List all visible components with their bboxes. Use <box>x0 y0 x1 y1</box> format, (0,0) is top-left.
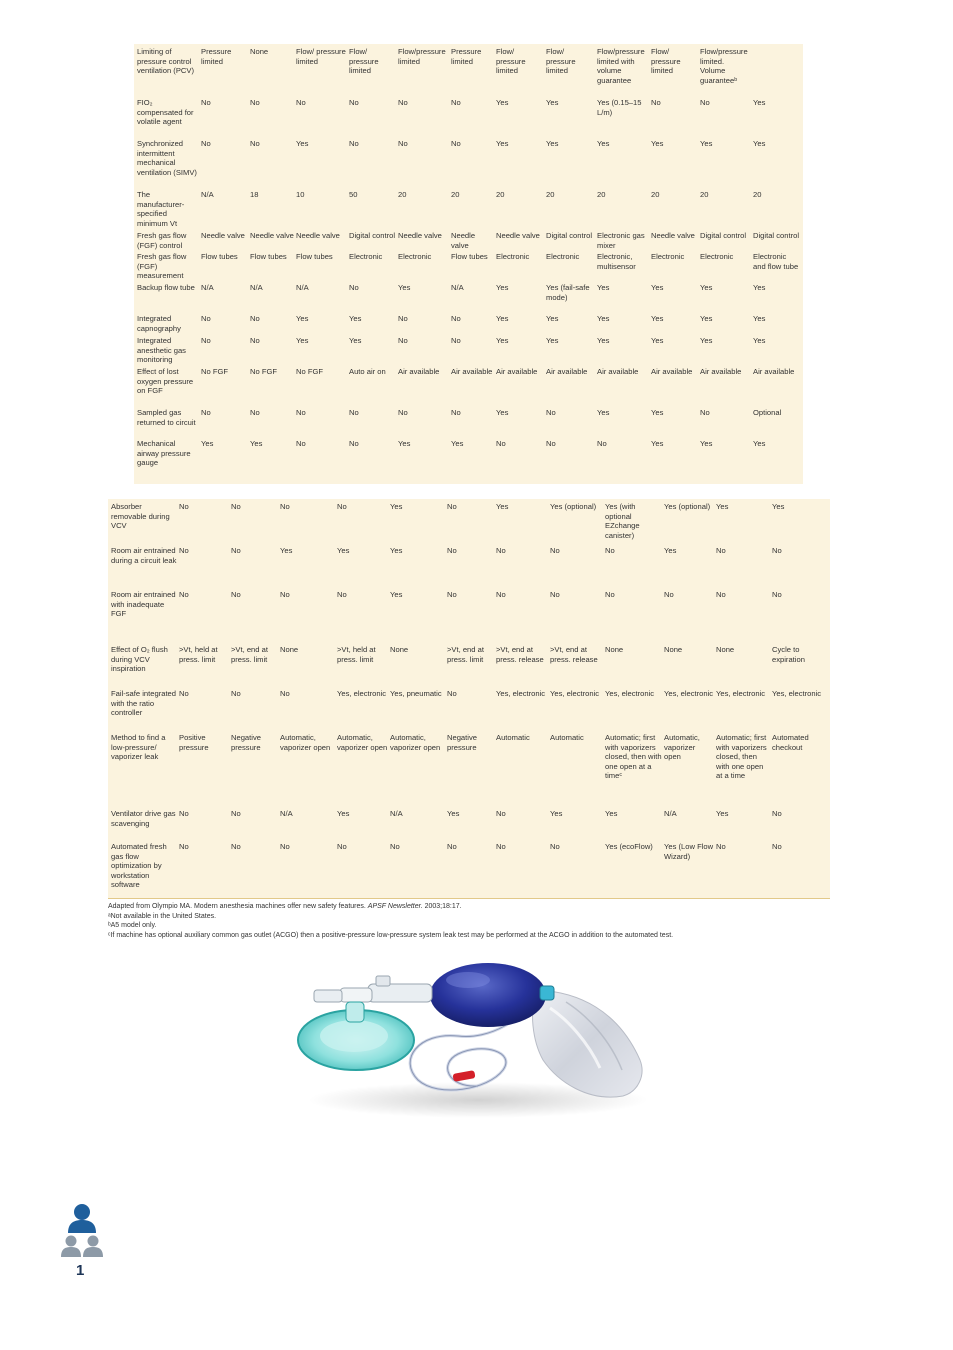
table-cell: Electronic <box>496 252 530 261</box>
table-cell: No <box>231 502 241 511</box>
table-cell: No <box>451 314 461 323</box>
table-cell: Automatic, vaporizer open <box>390 733 441 752</box>
table-cell: No <box>201 314 211 323</box>
table-cell: Flow/ pressure limited <box>296 47 346 66</box>
table-cell: No <box>349 98 359 107</box>
table-cell: No <box>179 590 189 599</box>
table-cell: Yes <box>700 283 713 292</box>
table-cell: No <box>550 590 560 599</box>
table-cell: Yes <box>496 98 509 107</box>
table-cell: Air available <box>700 367 742 376</box>
table-cell: Electronic and flow tube <box>753 252 799 271</box>
table-cell: Electronic <box>651 252 685 261</box>
table-cell: Auto air on <box>349 367 386 376</box>
table-cell: No <box>716 842 726 851</box>
table-cell: >Vt, end at press. limit <box>447 645 484 664</box>
table-cell: Yes, electronic <box>496 689 546 698</box>
table-row <box>134 190 803 231</box>
users-icon <box>58 1203 106 1261</box>
table-cell: 18 <box>250 190 259 199</box>
table-cell: No <box>451 408 461 417</box>
table-cell: No <box>597 439 607 448</box>
table-cell: N/A <box>451 283 464 292</box>
table-row <box>108 645 830 689</box>
table-cell: Yes <box>753 314 766 323</box>
table-cell: Yes <box>250 439 263 448</box>
table-cell: No <box>398 336 408 345</box>
table-row <box>108 842 830 894</box>
table-cell: Yes <box>716 502 729 511</box>
table-cell: No <box>772 842 782 851</box>
resuscitator-bag-photo <box>288 950 660 1120</box>
table-cell: 20 <box>451 190 460 199</box>
table-cell: N/A <box>201 283 214 292</box>
table-cell: No <box>179 809 189 818</box>
table-cell: Needle valve <box>250 231 294 240</box>
table-cell: Yes <box>296 139 309 148</box>
table-cell: No <box>550 842 560 851</box>
table-cell: Digital control <box>753 231 800 240</box>
table-cell: Yes <box>337 809 350 818</box>
table-cell: 20 <box>546 190 555 199</box>
table-cell: Yes <box>597 336 610 345</box>
table-cell: No <box>296 439 306 448</box>
table-cell: No <box>250 408 260 417</box>
participant-count: 1 <box>76 1262 85 1279</box>
table-cell: Yes <box>651 139 664 148</box>
table-cell: Yes <box>390 546 403 555</box>
table-cell: No <box>179 502 189 511</box>
table-cell: >Vt, end at press. limit <box>231 645 268 664</box>
table-cell: Digital control <box>546 231 593 240</box>
machine-features-table-1 <box>134 47 803 481</box>
table-cell: No <box>250 98 260 107</box>
row-label: Fail-safe integrated with the ratio controller <box>111 689 177 718</box>
table-cell: No <box>349 408 359 417</box>
table-row <box>134 314 803 336</box>
table-cell: 50 <box>349 190 358 199</box>
table-cell: Electronic gas mixer <box>597 231 645 250</box>
citation-year: 2003;18:17. <box>422 903 462 910</box>
table-cell: Automatic <box>496 733 530 742</box>
row-label: Effect of O₂ flush during VCV inspiration <box>111 645 168 674</box>
table-cell: Yes (fail-safe mode) <box>546 283 590 302</box>
table-cell: Yes <box>447 809 460 818</box>
table-cell: Yes <box>496 314 509 323</box>
table-cell: Yes <box>390 590 403 599</box>
table-cell: None <box>390 645 409 654</box>
table-cell: Air available <box>496 367 538 376</box>
table-cell: Air available <box>398 367 440 376</box>
table-cell: No <box>201 98 211 107</box>
table-row <box>134 367 803 408</box>
table-cell: Yes, pneumatic <box>390 689 442 698</box>
table-cell: No <box>231 546 241 555</box>
table-cell: Yes <box>496 283 509 292</box>
table-cell: Yes <box>753 98 766 107</box>
table-cell: Yes <box>716 809 729 818</box>
table-cell: Electronic <box>700 252 734 261</box>
table-cell: No <box>451 98 461 107</box>
table-cell: Yes <box>296 314 309 323</box>
footnote-b: ᵇA5 model only. <box>108 922 157 929</box>
table-cell: N/A <box>296 283 309 292</box>
table-cell: Electronic <box>546 252 580 261</box>
table-cell: No <box>700 408 710 417</box>
table-cell: Yes <box>753 139 766 148</box>
table-cell: No <box>179 689 189 698</box>
table-cell: No <box>451 336 461 345</box>
table-cell: No <box>349 139 359 148</box>
table-cell: Yes <box>772 502 785 511</box>
table-cell: >Vt, end at press. release <box>496 645 544 664</box>
table-row <box>108 502 830 546</box>
table-row <box>134 98 803 139</box>
table-cell: No <box>250 336 260 345</box>
table-cell: No <box>700 98 710 107</box>
table-cell: No <box>349 283 359 292</box>
source-citation <box>108 902 848 912</box>
table-cell: No FGF <box>201 367 229 376</box>
table-cell: Yes <box>337 546 350 555</box>
table-cell <box>753 47 803 98</box>
table-cell: No <box>496 809 506 818</box>
table-cell: Flow tubes <box>451 252 488 261</box>
row-label: Integrated anesthetic gas monitoring <box>137 336 186 365</box>
table-cell: 10 <box>296 190 305 199</box>
table-cell: Air available <box>451 367 493 376</box>
table-cell: No <box>398 98 408 107</box>
table-cell: No <box>179 842 189 851</box>
comparison-table-bottom <box>108 499 830 899</box>
table-cell: Yes <box>597 139 610 148</box>
table-cell: Air available <box>597 367 639 376</box>
table-cell: No <box>496 842 506 851</box>
table-cell: None <box>250 47 269 56</box>
table-cell: Needle valve <box>496 231 540 240</box>
table-row <box>108 689 830 733</box>
table-cell: No <box>550 546 560 555</box>
table-cell: No <box>664 590 674 599</box>
table-cell: Flow tubes <box>201 252 238 261</box>
table-cell: Yes <box>280 546 293 555</box>
table-cell: Yes <box>753 283 766 292</box>
table-cell: Yes <box>546 98 559 107</box>
table-cell: No <box>201 408 211 417</box>
table-cell: >Vt, end at press. release <box>550 645 598 664</box>
row-label: Room air entrained with inadequate FGF <box>111 590 176 619</box>
table-cell: No <box>605 590 615 599</box>
table-cell: Flow/ pressure limited <box>546 47 576 76</box>
table-cell: No FGF <box>250 367 278 376</box>
table-cell: Automatic, vaporizer open <box>664 733 700 762</box>
table-cell: Yes (with optional EZchange canister) <box>605 502 640 540</box>
table-cell: No <box>231 842 241 851</box>
table-cell: No <box>280 842 290 851</box>
table-cell: No <box>447 842 457 851</box>
table-cell: No <box>231 689 241 698</box>
table-cell: Air available <box>753 367 795 376</box>
table-cell: Electronic <box>349 252 383 261</box>
table-cell: Automatic, vaporizer open <box>280 733 331 752</box>
table-cell: 20 <box>700 190 709 199</box>
table-cell: Yes <box>496 502 509 511</box>
table-cell: 20 <box>753 190 762 199</box>
table-bottom-rule <box>108 898 830 899</box>
table-cell: Automatic, vaporizer open <box>337 733 388 752</box>
table-cell: Air available <box>546 367 588 376</box>
table-cell: No <box>296 408 306 417</box>
table-row <box>108 546 830 590</box>
table-cell: No <box>337 842 347 851</box>
table-cell: N/A <box>664 809 677 818</box>
table-cell: Yes <box>651 408 664 417</box>
table-cell: No <box>651 98 661 107</box>
table-cell: Pressure limited <box>201 47 232 66</box>
table-cell: >Vt, held at press. limit <box>179 645 218 664</box>
table-cell: N/A <box>280 809 293 818</box>
table-row <box>108 733 830 809</box>
table-cell: Yes <box>664 546 677 555</box>
table-cell: Yes (optional) <box>664 502 711 511</box>
table-cell: Yes <box>550 809 563 818</box>
table-cell: No <box>280 689 290 698</box>
table-cell: Flow/pressure limited <box>398 47 446 66</box>
machine-features-table-2 <box>108 502 830 894</box>
table-cell: Yes, electronic <box>337 689 387 698</box>
table-cell: Yes <box>597 408 610 417</box>
table-cell: No <box>349 439 359 448</box>
table-cell: Yes, electronic <box>772 689 822 698</box>
table-cell: Automated checkout <box>772 733 809 752</box>
table-cell: Flow/ pressure limited <box>496 47 526 76</box>
table-cell: Yes <box>546 314 559 323</box>
row-label: Backup flow tube <box>137 283 195 292</box>
table-cell: No <box>179 546 189 555</box>
table-cell: Electronic <box>398 252 432 261</box>
table-cell: Yes <box>349 336 362 345</box>
table-cell: Yes, electronic <box>550 689 600 698</box>
table-cell: Yes <box>753 336 766 345</box>
table-cell: Optional <box>753 408 782 417</box>
table-cell: Needle valve <box>296 231 340 240</box>
table-cell: Needle valve <box>451 231 476 250</box>
table-cell: Flow/ pressure limited <box>349 47 379 76</box>
table-row <box>134 252 803 283</box>
table-cell: Needle valve <box>651 231 695 240</box>
table-cell: No <box>447 689 457 698</box>
table-cell: Yes <box>398 439 411 448</box>
row-label: FIO₂ compensated for volatile agent <box>137 98 194 127</box>
table-cell: Digital control <box>700 231 747 240</box>
table-cell: Yes (Low Flow Wizard) <box>664 842 714 861</box>
table-cell: Pressure limited <box>451 47 482 66</box>
row-label: Room air entrained during a circuit leak <box>111 546 177 565</box>
table-cell: Yes <box>349 314 362 323</box>
table-row <box>134 336 803 367</box>
table-cell: No <box>337 502 347 511</box>
table-cell: No <box>772 590 782 599</box>
table-cell: Yes <box>605 809 618 818</box>
table-cell: No <box>716 590 726 599</box>
table-cell: Yes, electronic <box>605 689 655 698</box>
table-cell: Yes <box>496 336 509 345</box>
table-cell: N/A <box>250 283 263 292</box>
table-cell: Automatic; first with vaporizers closed, then with one open at a timeᶜ <box>605 733 662 781</box>
table-cell: Yes <box>700 314 713 323</box>
table-cell: Flow tubes <box>296 252 333 261</box>
table-cell: Flow/pressure limited with volume guarantee <box>597 47 645 85</box>
table-cell: No <box>201 336 211 345</box>
table-cell: 20 <box>597 190 606 199</box>
table-cell: Yes <box>296 336 309 345</box>
table-footnotes <box>108 902 848 940</box>
table-cell: N/A <box>201 190 214 199</box>
table-cell: No <box>496 590 506 599</box>
table-cell: No FGF <box>296 367 324 376</box>
table-cell: No <box>231 809 241 818</box>
table-row <box>134 439 803 481</box>
table-cell: No <box>250 314 260 323</box>
table-cell: No <box>398 139 408 148</box>
table-cell: N/A <box>390 809 403 818</box>
row-label: Fresh gas flow (FGF) measurement <box>137 252 187 281</box>
table-cell: Yes <box>651 439 664 448</box>
table-cell: Yes <box>651 314 664 323</box>
table-cell: No <box>390 842 400 851</box>
table-cell: No <box>447 502 457 511</box>
citation-text: Adapted from Olympio MA. Modern anesthesia machines offer new safety features. <box>108 903 368 910</box>
row-label: Fresh gas flow (FGF) control <box>137 231 187 250</box>
table-cell: No <box>296 98 306 107</box>
table-cell: No <box>280 590 290 599</box>
table-cell: Negative pressure <box>447 733 477 752</box>
table-cell: None <box>605 645 624 654</box>
table-cell: Yes <box>700 336 713 345</box>
table-cell: No <box>772 809 782 818</box>
table-cell: No <box>447 590 457 599</box>
table-cell: Yes, electronic <box>664 689 714 698</box>
table-cell: No <box>496 546 506 555</box>
table-cell: Yes (ecoFlow) <box>605 842 653 851</box>
table-cell: No <box>398 408 408 417</box>
table-cell: None <box>664 645 683 654</box>
table-cell: None <box>716 645 735 654</box>
table-cell: Yes <box>201 439 214 448</box>
table-row <box>134 408 803 439</box>
row-label: Synchronized intermittent mechanical ventilation (SIMV) <box>137 139 197 177</box>
table-cell: Yes <box>546 139 559 148</box>
table-cell: 20 <box>496 190 505 199</box>
table-cell: No <box>280 502 290 511</box>
table-cell: Yes <box>496 139 509 148</box>
table-cell: 20 <box>651 190 660 199</box>
table-cell: Automatic <box>550 733 584 742</box>
row-label: Limiting of pressure control ventilation (PCV) <box>137 47 194 76</box>
table-cell: Yes <box>700 439 713 448</box>
table-cell: Yes <box>651 283 664 292</box>
row-label: The manufacturer-specified minimum Vt <box>137 190 185 228</box>
table-cell: No <box>451 139 461 148</box>
table-row <box>108 809 830 842</box>
table-cell: No <box>250 139 260 148</box>
table-cell: Yes <box>651 336 664 345</box>
table-cell: Automatic; first with vaporizers closed, then with one open at a time <box>716 733 767 781</box>
row-label: Integrated capnography <box>137 314 181 333</box>
table-cell: Needle valve <box>201 231 245 240</box>
table-cell: No <box>716 546 726 555</box>
footnote-a: ᵃNot available in the United States. <box>108 912 217 920</box>
table-cell: No <box>447 546 457 555</box>
table-cell: No <box>772 546 782 555</box>
table-row <box>134 231 803 252</box>
table-cell: Cycle to expiration <box>772 645 805 664</box>
table-cell: Yes (0.15–15 L/m) <box>597 98 642 117</box>
comparison-table-top <box>134 44 803 484</box>
row-label: Ventilator drive gas scavenging <box>111 809 176 828</box>
table-cell: No <box>605 546 615 555</box>
table-cell: No <box>546 408 556 417</box>
table-cell: Negative pressure <box>231 733 261 752</box>
table-cell: Needle valve <box>398 231 442 240</box>
table-cell: Flow tubes <box>250 252 287 261</box>
row-label: Automated fresh gas flow optimization by workstation software <box>111 842 167 890</box>
table-cell: 20 <box>398 190 407 199</box>
table-cell: Yes <box>390 502 403 511</box>
row-label: Mechanical airway pressure gauge <box>137 439 191 468</box>
table-cell: Positive pressure <box>179 733 209 752</box>
table-cell: No <box>398 314 408 323</box>
table-cell: Digital control <box>349 231 396 240</box>
table-cell: Yes <box>496 408 509 417</box>
row-label: Sampled gas returned to circuit <box>137 408 196 427</box>
table-cell: Flow/pressure limited. Volume guaranteeᵇ <box>700 47 748 85</box>
table-cell: >Vt, held at press. limit <box>337 645 376 664</box>
table-cell: Yes (optional) <box>550 502 597 511</box>
table-cell: No <box>337 590 347 599</box>
table-row <box>134 283 803 314</box>
row-label: Absorber removable during VCV <box>111 502 170 531</box>
table-row <box>108 590 830 645</box>
table-cell: Yes <box>700 139 713 148</box>
table-cell: Yes <box>597 314 610 323</box>
table-cell: No <box>546 439 556 448</box>
table-cell: Yes <box>753 439 766 448</box>
table-row <box>134 47 803 98</box>
table-cell: Yes <box>451 439 464 448</box>
table-cell: No <box>496 439 506 448</box>
table-cell: Flow/ pressure limited <box>651 47 681 76</box>
table-cell: None <box>280 645 299 654</box>
table-cell: Yes <box>597 283 610 292</box>
table-cell: Yes, electronic <box>716 689 766 698</box>
row-label: Effect of lost oxygen pressure on FGF <box>137 367 194 396</box>
table-cell: Air available <box>651 367 693 376</box>
table-row <box>134 139 803 190</box>
table-cell: Yes <box>398 283 411 292</box>
row-label: Method to find a low-pressure/ vaporizer leak <box>111 733 166 762</box>
table-cell: Yes <box>546 336 559 345</box>
table-cell: No <box>201 139 211 148</box>
citation-journal: APSF Newsletter. <box>367 903 423 910</box>
table-cell: No <box>231 590 241 599</box>
footnote-c: ᶜIf machine has optional auxiliary common gas outlet (ACGO) then a positive-pressure low-pressure system leak test may be performed at the ACGO in addition to the automated test. <box>108 931 674 939</box>
table-cell: Electronic, multisensor <box>597 252 636 271</box>
